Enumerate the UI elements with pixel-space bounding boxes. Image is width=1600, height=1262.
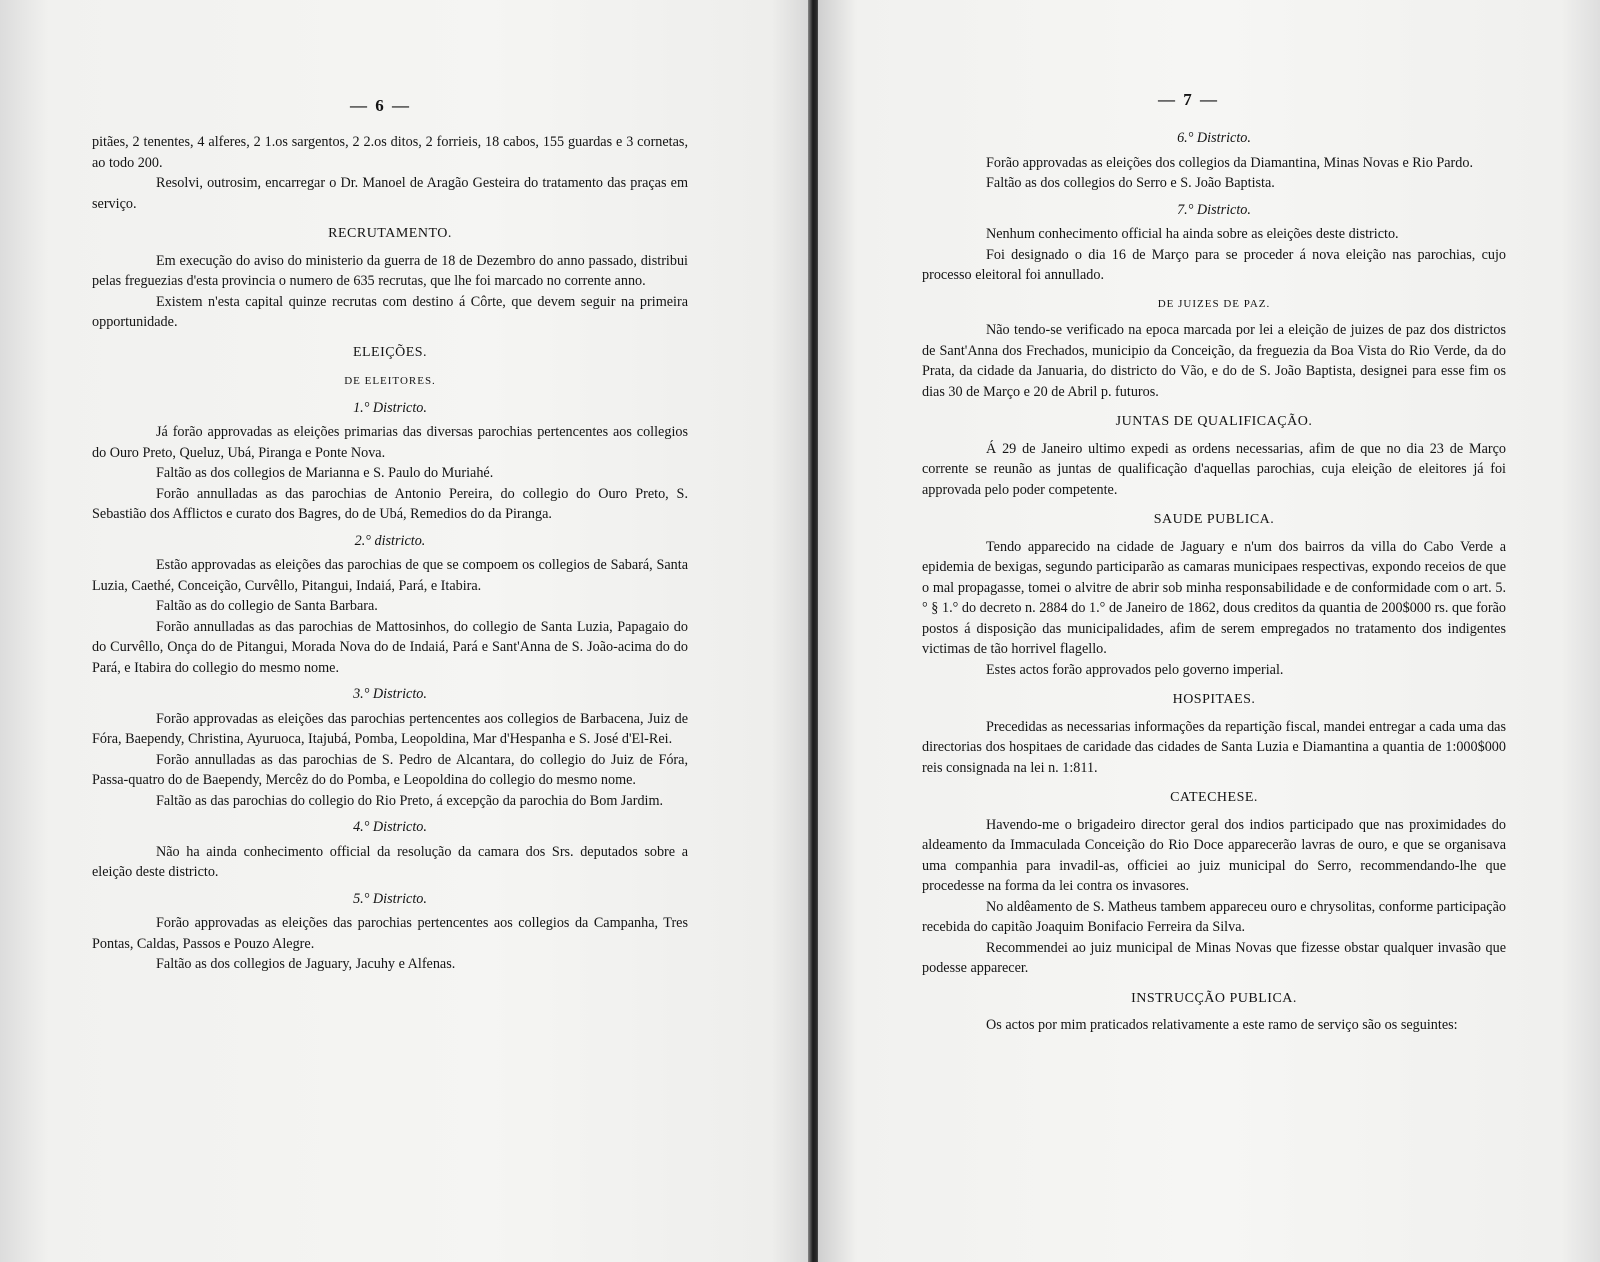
paragraph: Tendo apparecido na cidade de Jaguary e n'um dos bairros da villa do Cabo Verde a epidemia de bexigas, segundo participarão as camaras municipaes respectivas, expondo receios de que o mal propagasse, tomei o alvitre de abrir sob minha responsabilidade e de conformidade com o art. 5.° § 1.° do decreto n. 2884 do 1.° de Janeiro de 1862, dous creditos da quantia de 200$000 rs. que forão postos á disposição das municipalidades, afim de serem empregados no tratamento dos indigentes victimas de tão horrivel flagello. — [922, 538, 1506, 657]
district-heading: 5.° Districto. — [353, 890, 427, 907]
paragraph: pitães, 2 tenentes, 4 alferes, 2 1.os sargentos, 2 2.os ditos, 2 forrieis, 18 cabos, 155 guardas e 3 cornetas, ao todo 200. — [92, 134, 688, 171]
section-heading: SAUDE PUBLICA. — [1153, 512, 1275, 527]
paragraph: Os actos por mim praticados relativamente a este ramo de serviço são os seguintes: — [986, 1017, 1458, 1033]
district-heading: 1.° Districto. — [353, 399, 427, 416]
section-heading: INSTRUCÇÃO PUBLICA. — [1131, 990, 1297, 1006]
paragraph: Á 29 de Janeiro ultimo expedi as ordens necessarias, afim de que no dia 23 de Março corrente se reunão as juntas de qualificação d'aquellas parochias, cuja eleição de eleitores já foi approvada pelo poder competente. — [922, 440, 1506, 498]
right-page-text — [922, 122, 1506, 1036]
section-heading: RECRUTAMENTO. — [328, 226, 452, 241]
paragraph: Faltão as do collegio de Santa Barbara. — [156, 598, 378, 614]
section-heading: CATECHESE. — [1170, 790, 1258, 805]
paragraph: Nenhum conhecimento official ha ainda sobre as eleições deste districto. — [986, 226, 1399, 242]
section-heading: JUNTAS DE QUALIFICAÇÃO. — [1115, 414, 1313, 429]
section-heading: ELEIÇÕES. — [352, 344, 428, 360]
paragraph: Faltão as dos collegios de Jaguary, Jacuhy e Alfenas. — [156, 956, 456, 972]
paragraph: Não tendo-se verificado na epoca marcada por lei a eleição de juizes de paz dos districtos de Sant'Anna dos Frechados, municipio da Conceição, da freguezia da Boa Vista do Rio Verde, da do Prata, da cidade da Januaria, do districto do Vão, e do de S. João Baptista, designei para esse fim os dias 30 de Março e 20 de Abril p. futuros. — [922, 322, 1506, 400]
paragraph: Foi designado o dia 16 de Março para se proceder á nova eleição nas parochias, cujo processo eleitoral foi annullado. — [922, 246, 1506, 283]
paragraph: Forão approvadas as eleições das parochias pertencentes aos collegios de Barbacena, Juiz de Fóra, Baependy, Christina, Ayuruoca, Itajubá, Pomba, Leopoldina, Mar d'Hespanha e S. José d'El-Rei. — [92, 710, 688, 747]
district-heading: 3.° Districto. — [353, 686, 427, 702]
paragraph: Faltão as das parochias do collegio do Rio Preto, á excepção da parochia do Bom Jardim. — [156, 792, 664, 809]
paragraph: Forão annulladas as das parochias de Antonio Pereira, do collegio do Ouro Preto, S. Sebastião dos Afflictos e curato dos Bagres, do de Ubá, Remedios do da Piranga. — [92, 485, 688, 522]
paragraph: Forão approvadas as eleições dos collegios da Diamantina, Minas Novas e Rio Pardo. — [986, 154, 1473, 171]
district-heading: 6.° Districto. — [1177, 130, 1251, 146]
subsection-heading: DE ELEITORES. — [344, 375, 436, 387]
paragraph: Não ha ainda conhecimento official da resolução da camara dos Srs. deputados sobre a eleição deste districto. — [92, 843, 688, 880]
paragraph: Já forão approvadas as eleições primarias das diversas parochias pertencentes aos collegios do Ouro Preto, Queluz, Ubá, Piranga e Ponte Nova. — [92, 424, 688, 461]
left-page-text — [92, 132, 688, 975]
paragraph: Faltão as dos collegios do Serro e S. João Baptista. — [986, 175, 1275, 191]
right-page — [818, 0, 1600, 1262]
paragraph: Forão approvadas as eleições das parochias pertencentes aos collegios da Campanha, Tres Pontas, Caldas, Passos e Pouzo Alegre. — [92, 915, 688, 952]
paragraph: Faltão as dos collegios de Marianna e S. Paulo do Muriahé. — [156, 465, 494, 481]
paragraph: Forão annulladas as das parochias de S. Pedro de Alcantara, do collegio do Juiz de Fóra, Passa-quatro do de Baependy, Mercêz do do Pomba, e Leopoldina do collegio do mesmo nome. — [92, 751, 688, 788]
page-number-left: — 6 — — [350, 96, 411, 115]
paragraph: Precedidas as necessarias informações da repartição fiscal, mandei entregar a cada uma das directorias dos hospitaes de caridade das cidades de Santa Luzia e Diamantina a quantia de 1:000$000 reis consignada na lei n. 1:811. — [922, 718, 1506, 776]
subsection-heading: DE JUIZES DE PAZ. — [1157, 297, 1271, 310]
page-number-right: — 7 — — [1158, 90, 1219, 109]
paragraph: Existem n'esta capital quinze recrutas com destino á Côrte, que devem seguir na primeira opportunidade. — [92, 293, 688, 330]
paragraph: No aldêamento de S. Matheus tambem appareceu ouro e chrysolitas, conforme participação recebida do capitão Joaquim Bonifacio Ferreira da Silva. — [922, 898, 1506, 935]
paragraph: Estes actos forão approvados pelo governo imperial. — [986, 661, 1284, 678]
paragraph: Em execução do aviso do ministerio da guerra de 18 de Dezembro do anno passado, distribui pelas freguezias d'esta provincia o numero de 635 recrutas, que lhe foi marcado no corrente anno. — [92, 252, 688, 289]
paragraph: Estão approvadas as eleições das parochias de que se compoem os collegios de Sabará, Santa Luzia, Caethé, Conceição, Curvêllo, Pitangui, Indaiá, Pará, e Itabira. — [92, 557, 688, 594]
district-heading: 2.° districto. — [354, 532, 426, 549]
paragraph: Forão annulladas as das parochias de Mattosinhos, do collegio de Santa Luzia, Papagaio do do Curvêllo, Onça do de Pitangui, Morada Nova do de Indaiá, Pará e Sant'Anna de S. João-acima do do Pará, e Itabira do collegio do mesmo nome. — [92, 618, 688, 676]
paragraph: Recommendei ao juiz municipal de Minas Novas que fizesse obstar qualquer invasão que podesse apparecer. — [922, 939, 1506, 976]
paragraph: Resolvi, outrosim, encarregar o Dr. Manoel de Aragão Gesteira do tratamento das praças em serviço. — [92, 175, 688, 212]
district-heading: 7.° Districto. — [1177, 201, 1251, 218]
section-heading: HOSPITAES. — [1172, 692, 1256, 707]
district-heading: 4.° Districto. — [353, 819, 427, 835]
paragraph: Havendo-me o brigadeiro director geral dos indios participado que nas proximidades do aldeamento da Immaculada Conceição do Rio Doce apparecerão lavras de ouro, e que se organisava uma companhia para invadil-as, officiei ao juiz municipal do Serro, recommendando-lhe que procedesse na forma da lei contra os invasores. — [922, 816, 1506, 894]
